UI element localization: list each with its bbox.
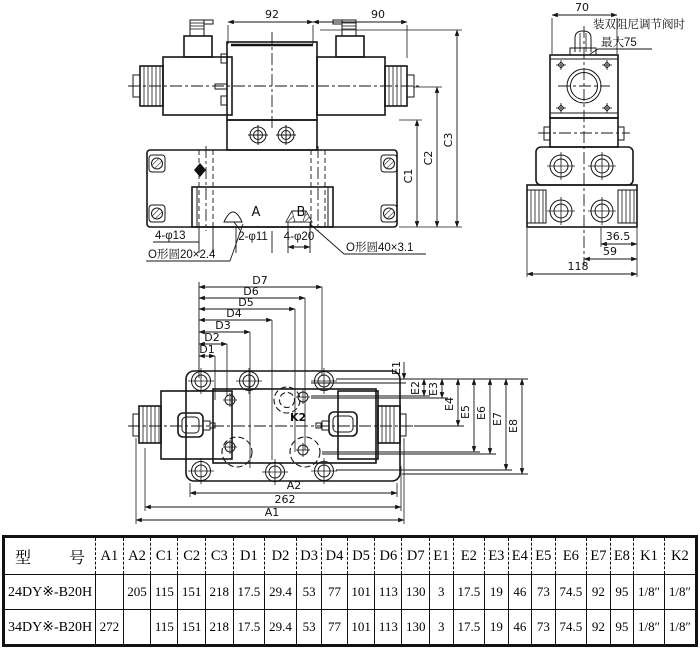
value-cell [123, 610, 151, 646]
col-header-a1: A1 [96, 537, 124, 575]
model-cell: 24DY※-B20H [4, 575, 96, 610]
dim-label-36-5: 36.5 [605, 230, 631, 243]
col-header-d4: D4 [322, 537, 347, 575]
dim-label-e7: E7 [491, 412, 504, 426]
dim-label-e5: E5 [459, 405, 472, 419]
value-cell: 77 [322, 575, 347, 610]
dim-label-d6: D6 [243, 285, 259, 298]
callout-oring-small: O形圆20×2.4 [148, 249, 216, 261]
top-view [128, 274, 528, 524]
dim-label-e6: E6 [475, 406, 488, 420]
col-header-c2: C2 [178, 537, 206, 575]
value-cell: 19 [485, 575, 508, 610]
front-view [128, 8, 462, 261]
value-cell: 29.4 [265, 575, 297, 610]
corner-screw-icon [149, 155, 397, 222]
port-k2-label: K2 [290, 411, 307, 424]
value-cell: 95 [610, 575, 633, 610]
port-a-label: A [251, 205, 261, 220]
col-header-e8: E8 [610, 537, 633, 575]
value-cell: 101 [347, 610, 375, 646]
port-hole-icon [547, 197, 616, 225]
col-header-e3: E3 [485, 537, 508, 575]
dim-label-e3: E3 [427, 382, 440, 396]
value-cell: 115 [151, 610, 178, 646]
col-header-e2: E2 [453, 537, 485, 575]
table-row-24dy [4, 575, 697, 610]
table-header-row [4, 537, 697, 575]
port-a-seal [224, 212, 242, 222]
value-cell: 218 [205, 610, 233, 646]
note-damper-line1: 装双阻尼调节阀时 [593, 19, 685, 31]
value-cell: 1/8″ [664, 575, 696, 610]
col-header-k1: K1 [634, 537, 665, 575]
value-cell: 53 [296, 610, 321, 646]
value-cell: 73 [532, 610, 555, 646]
callout-4phi13: 4-φ13 [155, 230, 186, 242]
col-header-d5: D5 [347, 537, 375, 575]
port-b-label: B [296, 205, 306, 220]
value-cell: 3 [430, 575, 453, 610]
value-cell: 92 [587, 610, 610, 646]
value-cell: 130 [402, 610, 430, 646]
col-header-d2: D2 [265, 537, 297, 575]
dim-label-e4: E4 [443, 397, 456, 411]
value-cell: 1/8″ [664, 610, 696, 646]
col-header-d3: D3 [296, 537, 321, 575]
value-cell: 53 [296, 575, 321, 610]
note-damper-line2: 最大75 [601, 37, 637, 49]
value-cell: 218 [205, 575, 233, 610]
dim-label-d4: D4 [226, 307, 242, 320]
value-cell: 130 [402, 575, 430, 610]
col-header-e1: E1 [430, 537, 453, 575]
value-cell: 46 [508, 575, 531, 610]
dim-label-a1: A1 [264, 506, 280, 519]
dim-label-d1: D1 [199, 343, 215, 356]
dim-label-59: 59 [603, 245, 617, 258]
value-cell: 101 [347, 575, 375, 610]
dim-label-d7: D7 [252, 274, 268, 287]
dim-label-e2: E2 [409, 381, 422, 395]
col-header-k2: K2 [664, 537, 696, 575]
col-header-e7: E7 [587, 537, 610, 575]
table-row-34dy [4, 610, 697, 646]
value-cell: 205 [123, 575, 151, 610]
col-header-d6: D6 [375, 537, 402, 575]
dim-label-d2: D2 [204, 331, 220, 344]
dim-label-90: 90 [371, 8, 385, 21]
dim-label-262: 262 [274, 493, 296, 506]
callout-oring-large: O形圆40×3.1 [346, 242, 414, 254]
dim-label-e8: E8 [507, 419, 520, 433]
value-cell: 46 [508, 610, 531, 646]
value-cell: 3 [430, 610, 453, 646]
value-cell: 19 [485, 610, 508, 646]
dim-label-92: 92 [265, 8, 279, 21]
col-header-e4: E4 [508, 537, 531, 575]
value-cell: 272 [96, 610, 124, 646]
dim-label-d3: D3 [215, 319, 231, 332]
value-cell: 17.5 [453, 610, 485, 646]
value-cell: 74.5 [555, 610, 587, 646]
value-cell: 17.5 [233, 610, 265, 646]
value-cell [96, 575, 124, 610]
value-cell: 17.5 [453, 575, 485, 610]
spec-table [2, 535, 698, 647]
value-cell: 151 [178, 575, 206, 610]
orientation-mark-icon [194, 163, 206, 177]
value-cell: 1/8″ [634, 575, 665, 610]
callout-2phi11: 2-φ11 [238, 231, 268, 243]
dim-label-a2: A2 [286, 479, 302, 492]
dim-label-c3: C3 [442, 132, 455, 148]
side-view [527, 1, 685, 277]
col-header-c1: C1 [151, 537, 178, 575]
value-cell: 77 [322, 610, 347, 646]
col-header-c3: C3 [205, 537, 233, 575]
value-cell: 74.5 [555, 575, 587, 610]
model-header-left: 型 [15, 549, 32, 567]
col-header-d7: D7 [402, 537, 430, 575]
value-cell: 92 [587, 575, 610, 610]
col-header-e6: E6 [555, 537, 587, 575]
col-header-model [4, 537, 96, 575]
value-cell: 73 [532, 575, 555, 610]
col-header-d1: D1 [233, 537, 265, 575]
dim-label-70: 70 [575, 1, 589, 14]
callout-4phi20: 4-φ20 [283, 231, 315, 243]
value-cell: 151 [178, 610, 206, 646]
model-cell: 34DY※-B20H [4, 610, 96, 646]
dim-label-118: 118 [567, 260, 589, 273]
col-header-a2: A2 [123, 537, 151, 575]
value-cell: 29.4 [265, 610, 297, 646]
dim-label-d5: D5 [238, 296, 254, 309]
col-header-e5: E5 [532, 537, 555, 575]
value-cell: 115 [151, 575, 178, 610]
value-cell: 1/8″ [634, 610, 665, 646]
value-cell: 113 [375, 610, 402, 646]
value-cell: 17.5 [233, 575, 265, 610]
value-cell: 113 [375, 575, 402, 610]
value-cell: 95 [610, 610, 633, 646]
dim-label-c1: C1 [402, 168, 415, 184]
model-header-right: 号 [69, 549, 86, 567]
dim-label-e1: E1 [390, 361, 403, 375]
dim-label-c2: C2 [422, 150, 435, 166]
port-hole-icon [547, 152, 616, 180]
